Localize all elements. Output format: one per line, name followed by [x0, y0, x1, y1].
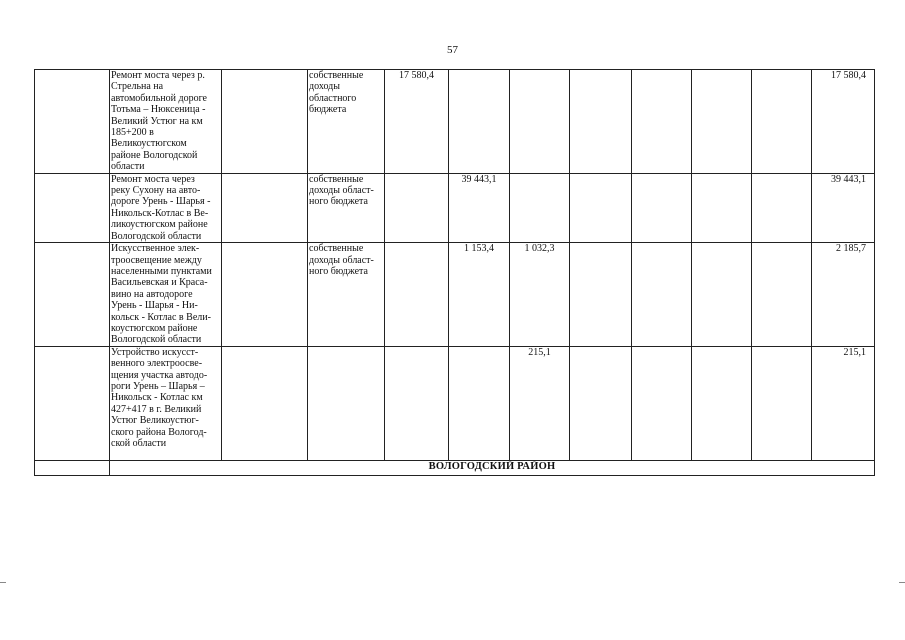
amount-cell: 17 580,4 [385, 70, 449, 174]
amount-cell [449, 70, 510, 174]
empty-cell [752, 243, 812, 347]
funding-source: собственные доходы област- ного бюджета [308, 243, 385, 347]
amount-cell [449, 346, 510, 460]
table-row [35, 243, 875, 347]
table-row [35, 173, 875, 242]
project-description: Ремонт моста через р. Стрельна на автомобильной дороге Тотьма – Нюксеница - Великий Устюг на км 185+200 в Великоустюгском районе Вологодской области [110, 70, 222, 174]
funding-source: собственные доходы област- ного бюджета [308, 173, 385, 242]
funding-source [308, 346, 385, 460]
empty-cell [35, 173, 110, 242]
budget-table [34, 69, 875, 476]
empty-cell [570, 70, 632, 174]
scan-edge-mark [899, 582, 905, 583]
scan-edge-mark [0, 582, 6, 583]
empty-cell [35, 243, 110, 347]
empty-cell [222, 70, 308, 174]
empty-cell [692, 173, 752, 242]
empty-cell [35, 346, 110, 460]
funding-source: собственные доходы областного бюджета [308, 70, 385, 174]
empty-cell [632, 243, 692, 347]
section-row [35, 460, 875, 475]
section-title: ВОЛОГОДСКИЙ РАЙОН [110, 460, 875, 475]
empty-cell [632, 173, 692, 242]
empty-cell [35, 70, 110, 174]
amount-cell [385, 173, 449, 242]
total-cell: 17 580,4 [812, 70, 875, 174]
empty-cell [692, 70, 752, 174]
total-cell: 215,1 [812, 346, 875, 460]
empty-cell [222, 173, 308, 242]
amount-cell [385, 346, 449, 460]
total-cell: 2 185,7 [812, 243, 875, 347]
empty-cell [570, 173, 632, 242]
empty-cell [752, 173, 812, 242]
page-number: 57 [447, 44, 458, 56]
empty-cell [632, 70, 692, 174]
empty-cell [35, 460, 110, 475]
amount-cell: 1 032,3 [510, 243, 570, 347]
project-description: Искусственное элек- троосвещение между населенными пунктами Васильевская и Краса- вино на автодороге Урень - Шарья - Ни- кольск - Котлас в Вели- коустюгском районе Вологодской области [110, 243, 222, 347]
total-cell: 39 443,1 [812, 173, 875, 242]
amount-cell: 1 153,4 [449, 243, 510, 347]
amount-cell: 39 443,1 [449, 173, 510, 242]
project-description: Устройство искусст- венного электроосве- щения участка автодо- роги Урень – Шарья – Никольск - Котлас км 427+417 в г. Великий Устюг Великоустюг- ского района Вологод- ской области [110, 346, 222, 460]
project-description: Ремонт моста через реку Сухону на авто- дороге Урень - Шарья - Никольск-Котлас в Ве- ликоустюгском районе Вологодской области [110, 173, 222, 242]
empty-cell [752, 346, 812, 460]
empty-cell [692, 243, 752, 347]
amount-cell: 215,1 [510, 346, 570, 460]
amount-cell [385, 243, 449, 347]
amount-cell [510, 70, 570, 174]
empty-cell [570, 243, 632, 347]
empty-cell [692, 346, 752, 460]
empty-cell [222, 243, 308, 347]
amount-cell [510, 173, 570, 242]
empty-cell [752, 70, 812, 174]
table-row [35, 346, 875, 460]
empty-cell [222, 346, 308, 460]
empty-cell [632, 346, 692, 460]
table-row [35, 70, 875, 174]
empty-cell [570, 346, 632, 460]
